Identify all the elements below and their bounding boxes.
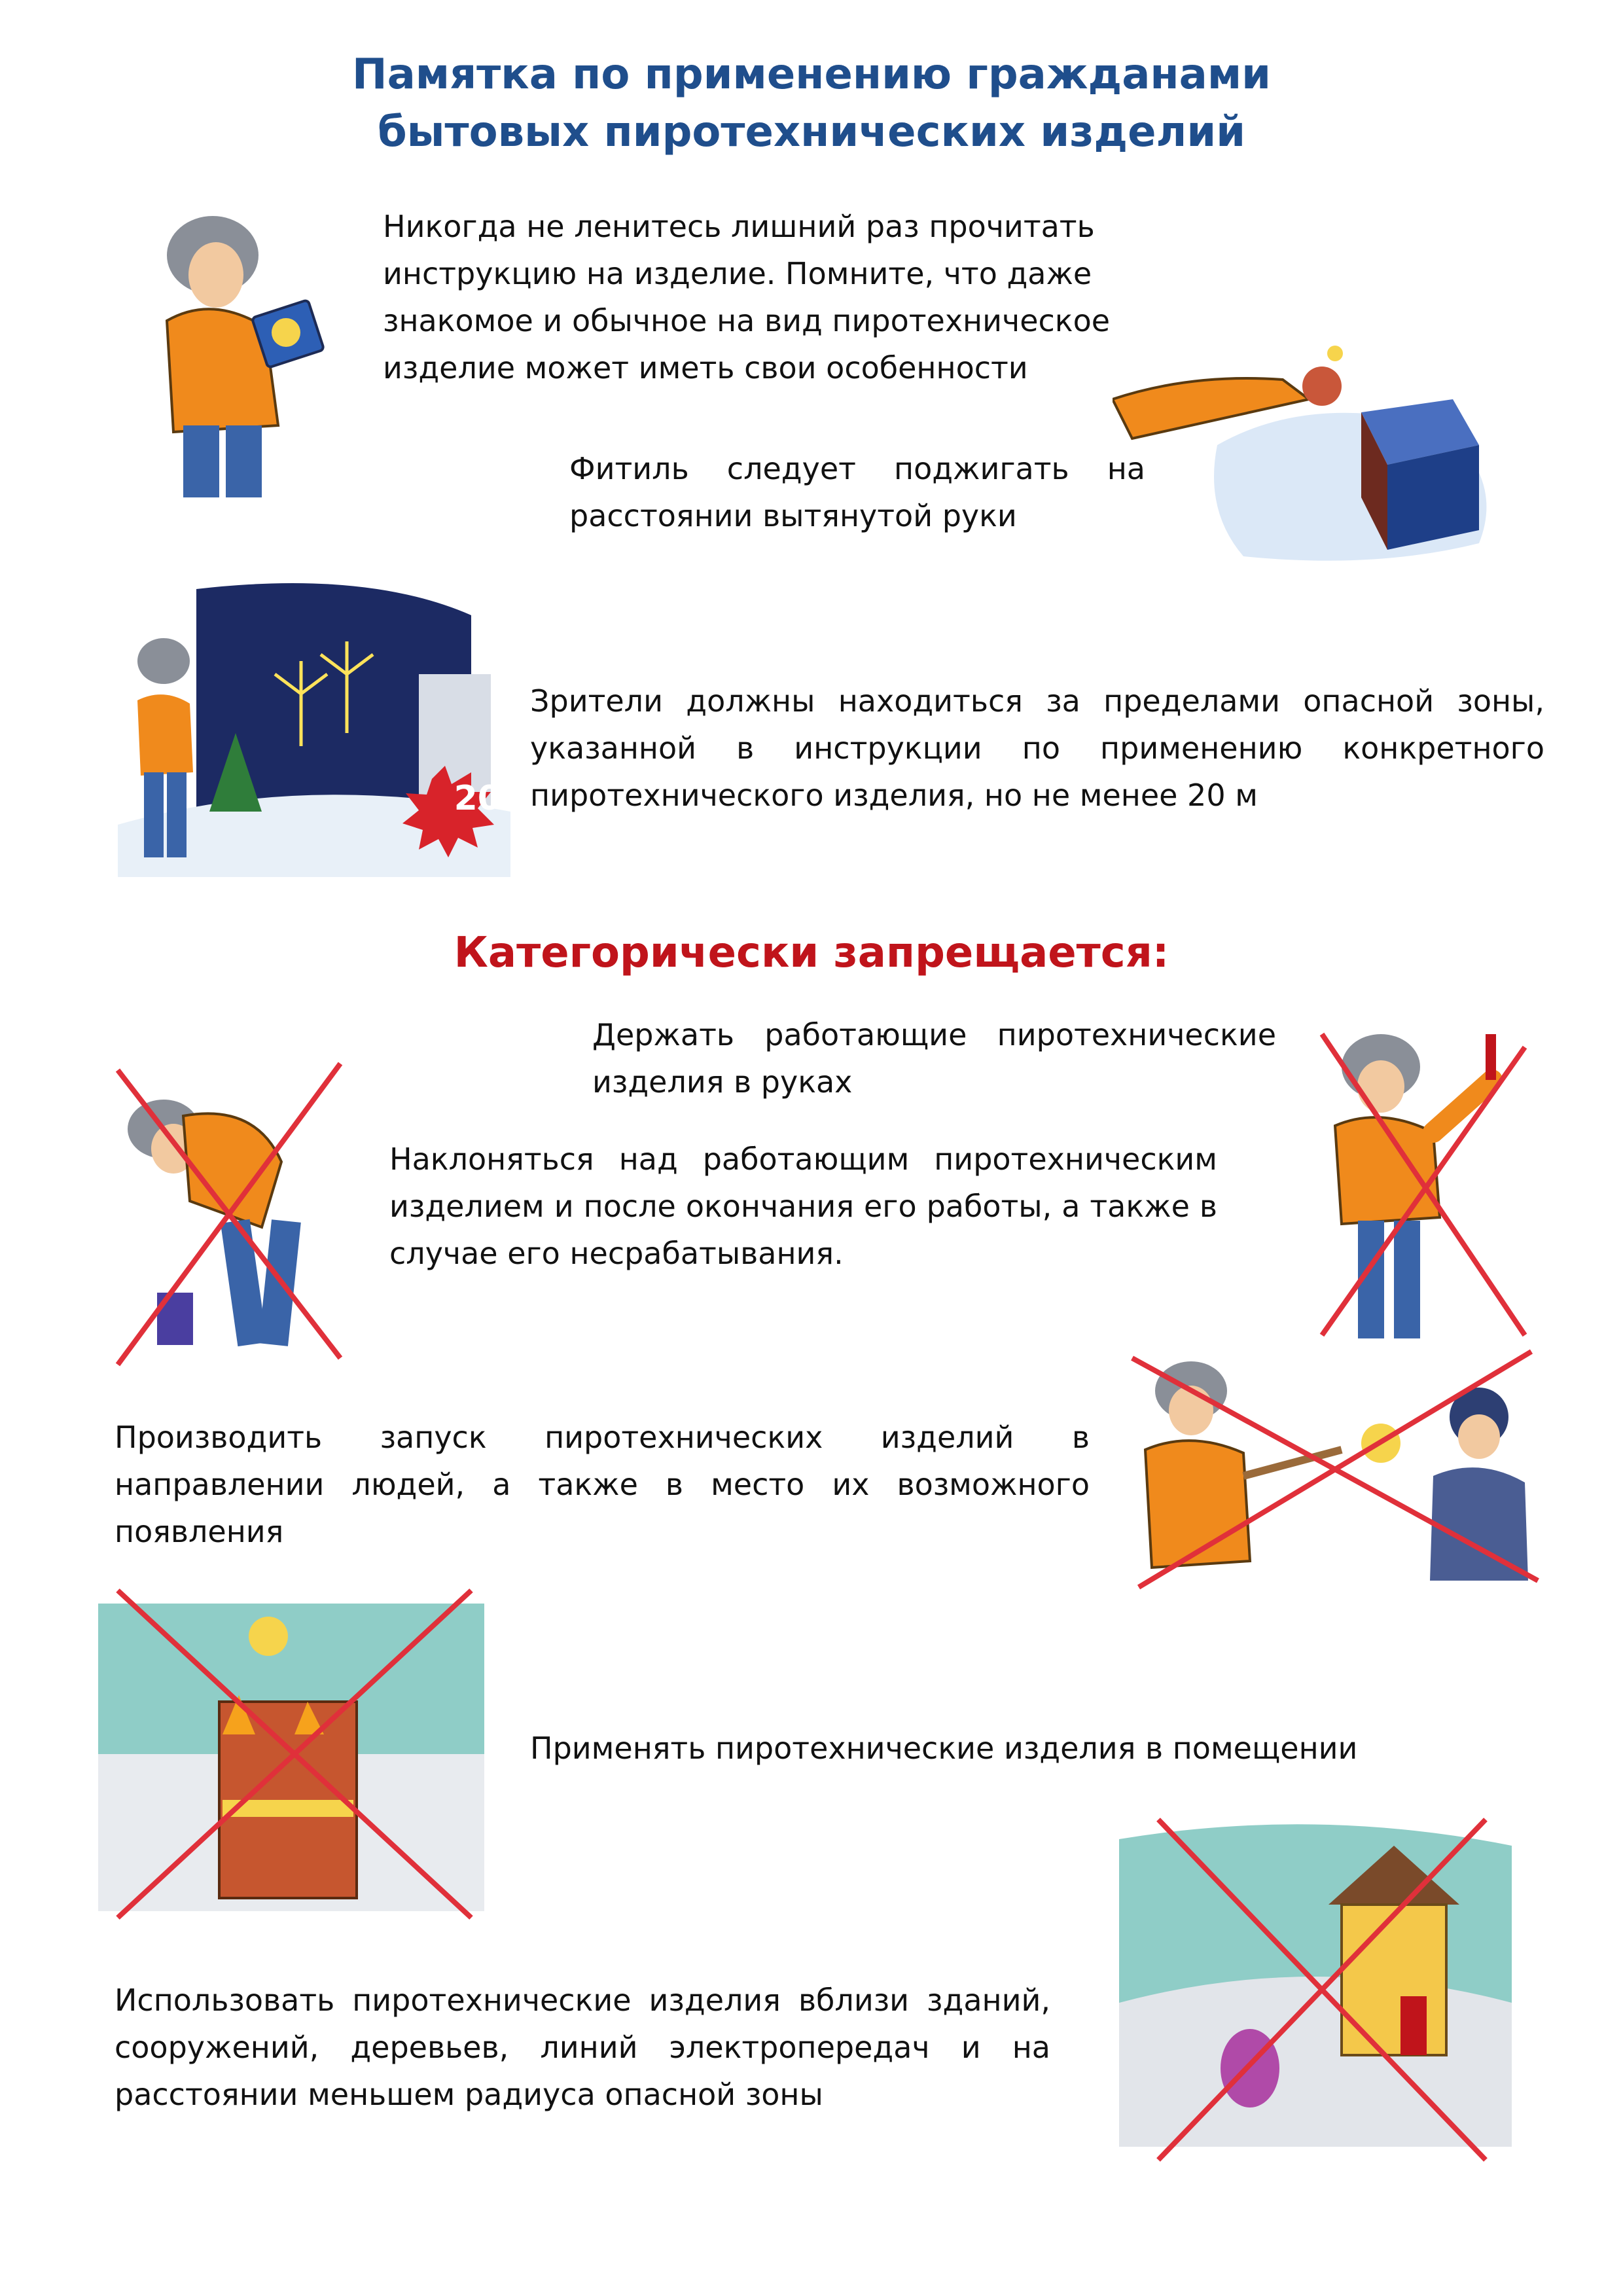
prohibited-indoors: Применять пиротехнические изделия в помещении — [530, 1731, 1358, 1766]
rule-fuse-distance: Фитиль следует поджигать на расстоянии вытянутой руки — [569, 451, 1145, 533]
rule-spectators-distance: Зрители должны находиться за пределами опасной зоны, указанной в инструкции по применению конкретного пиротехнического изделия, но не менее 20 м — [530, 683, 1544, 813]
rule-read-instructions: Никогда не ленитесь лишний раз прочитать инструкцию на изделие. Помните, что даже знакомое и обычное на вид пиротехническое изделие может иметь свои особенности — [383, 209, 1111, 386]
prohibited-hold-in-hands: Держать работающие пиротехнические изделия в руках — [592, 1017, 1276, 1100]
prohibited-near-buildings: Использовать пиротехнические изделия вблизи зданий, сооружений, деревьев, линий электропередач и на расстоянии меньшем радиуса опасной зоны — [115, 1982, 1050, 2112]
distance-badge-label: 20м — [454, 779, 529, 818]
page-title — [0, 46, 1623, 161]
lighting-fuse-illustration — [1113, 295, 1512, 569]
near-building-crossed-illustration — [1119, 1806, 1512, 2173]
man-reading-box-illustration — [115, 196, 330, 504]
man-holding-firework-crossed-illustration — [1309, 1021, 1558, 1355]
title-line-2: бытовых пиротехнических изделий — [377, 108, 1246, 156]
prohibited-lean-over: Наклоняться над работающим пиротехническим изделием и после окончания его работы, а также в случае его несрабатывания. — [389, 1141, 1217, 1271]
man-leaning-over-crossed-illustration — [105, 1057, 360, 1371]
firing-at-people-crossed-illustration — [1126, 1345, 1544, 1594]
spectator-distance-illustration — [105, 576, 524, 877]
burning-building-crossed-illustration — [98, 1584, 491, 1924]
prohibited-heading: Категорически запрещается: — [454, 929, 1169, 977]
prohibited-towards-people: Производить запуск пиротехнических изделий в направлении людей, а также в место их возможного появления — [115, 1420, 1090, 1549]
title-line-1: Памятка по применению гражданами — [352, 50, 1271, 99]
